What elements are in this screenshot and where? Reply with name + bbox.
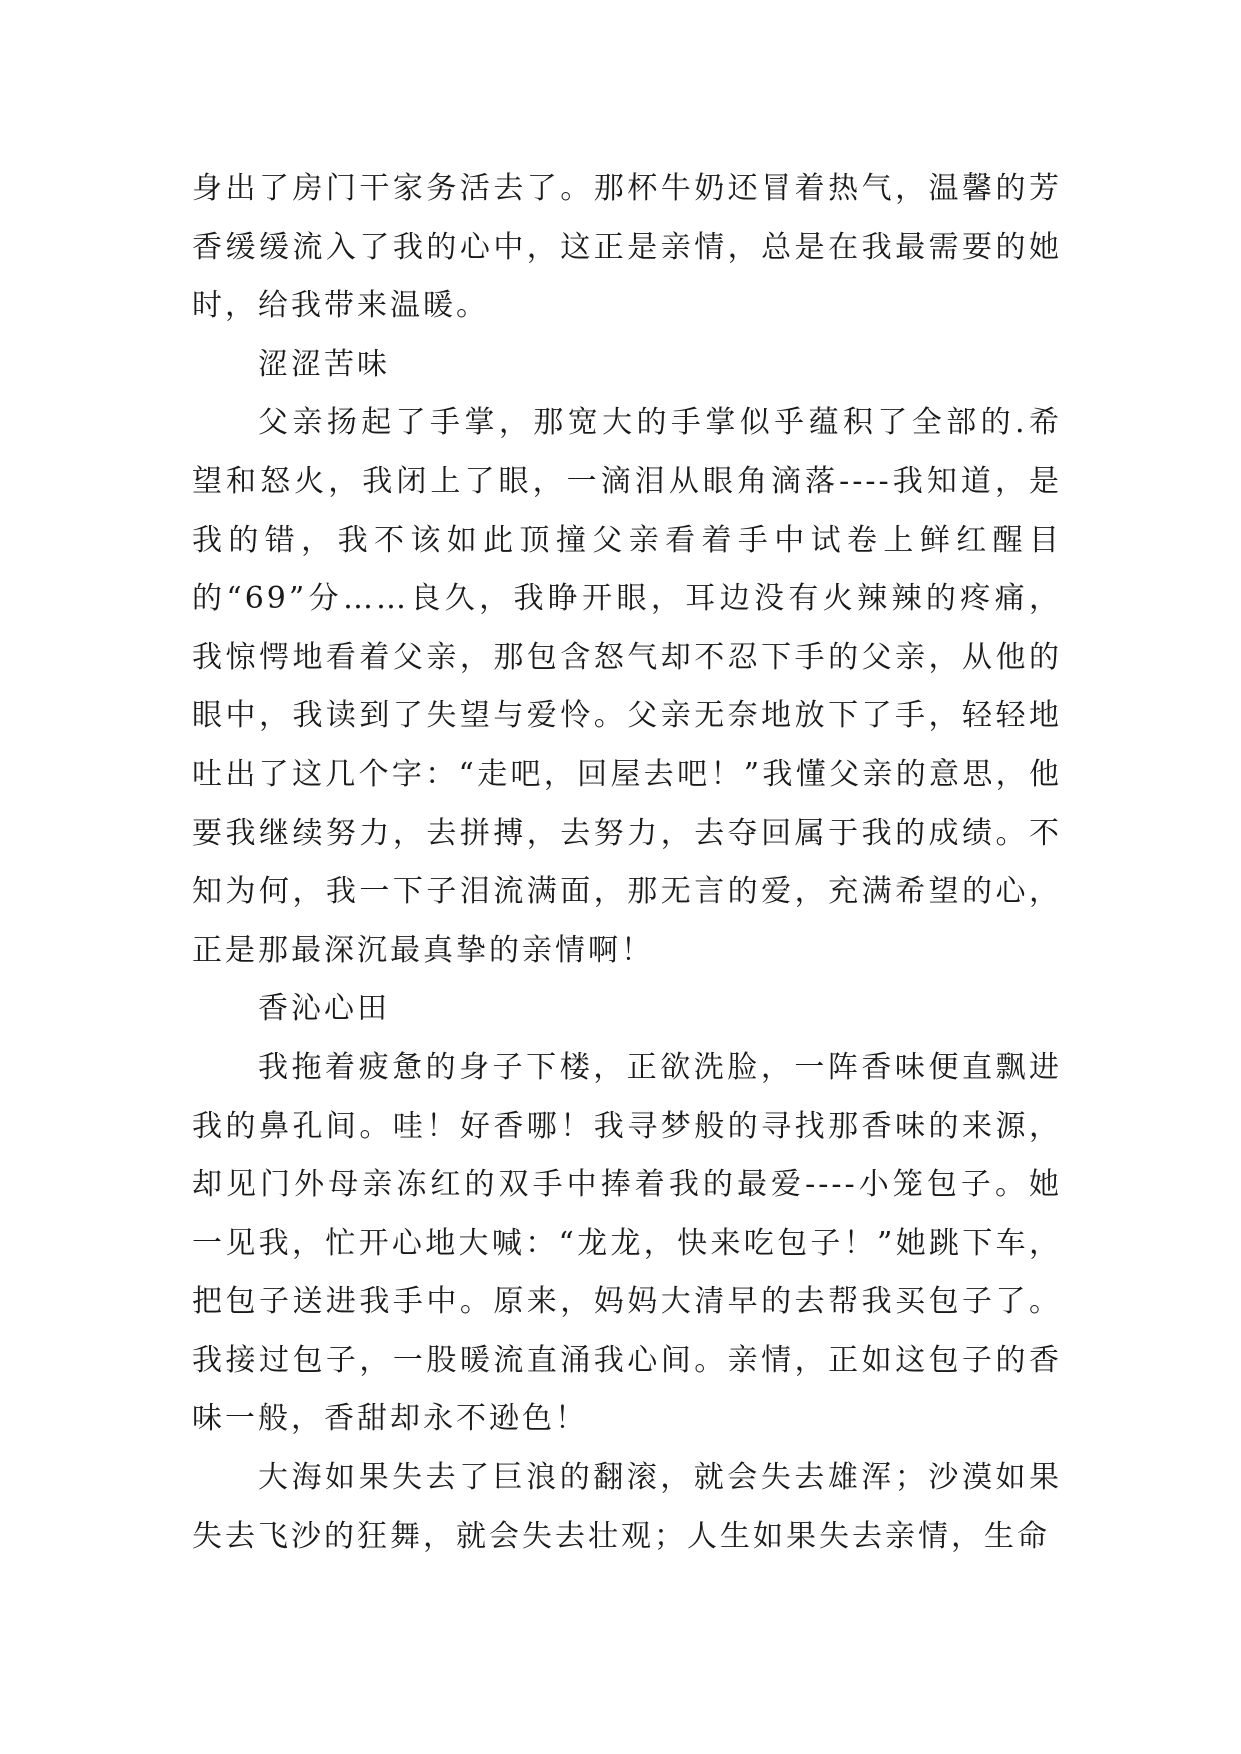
section-heading-bitter-taste: 涩涩苦味 <box>258 346 390 382</box>
body-text <box>192 160 1062 1566</box>
paragraph-mother: 我拖着疲惫的身子下楼，正欲洗脸，一阵香味便直飘进我的鼻孔间。哇！好香哪！我寻梦般的寻找那香味的来源，却见门外母亲冻红的双手中捧着我的最爱----小笼包子。她一见我，忙开心地大喊：“龙龙，快来吃包子！”她跳下车，把包子送进我手中。原来，妈妈大清早的去帮我买包子了。我接过包子，一股暖流直涌我心间。亲情，正如这包子的香味一般，香甜却永不逊色！ <box>192 1049 1062 1437</box>
section-heading-fragrance: 香沁心田 <box>258 991 390 1027</box>
paragraph-continuation: 身出了房门干家务活去了。那杯牛奶还冒着热气，温馨的芳香缓缓流入了我的心中，这正是亲情，总是在我最需要的她时，给我带来温暖。 <box>192 171 1062 324</box>
paragraph-conclusion: 大海如果失去了巨浪的翻滚，就会失去雄浑；沙漠如果失去飞沙的狂舞，就会失去壮观；人生如果失去亲情，生命 <box>192 1460 1062 1554</box>
paragraph-father: 父亲扬起了手掌，那宽大的手掌似乎蕴积了全部的.希望和怒火，我闭上了眼，一滴泪从眼角滴落----我知道，是我的错，我不该如此顶撞父亲看着手中试卷上鲜红醒目的“69”分……良久，我睁开眼，耳边没有火辣辣的疼痛，我惊愕地看着父亲，那包含怒气却不忍下手的父亲，从他的眼中，我读到了失望与爱怜。父亲无奈地放下了手，轻轻地吐出了这几个字：“走吧，回屋去吧！”我懂父亲的意思，他要我继续努力，去拼搏，去努力，去夺回属于我的成绩。不知为何，我一下子泪流满面，那无言的爱，充满希望的心，正是那最深沉最真挚的亲情啊！ <box>192 405 1062 968</box>
